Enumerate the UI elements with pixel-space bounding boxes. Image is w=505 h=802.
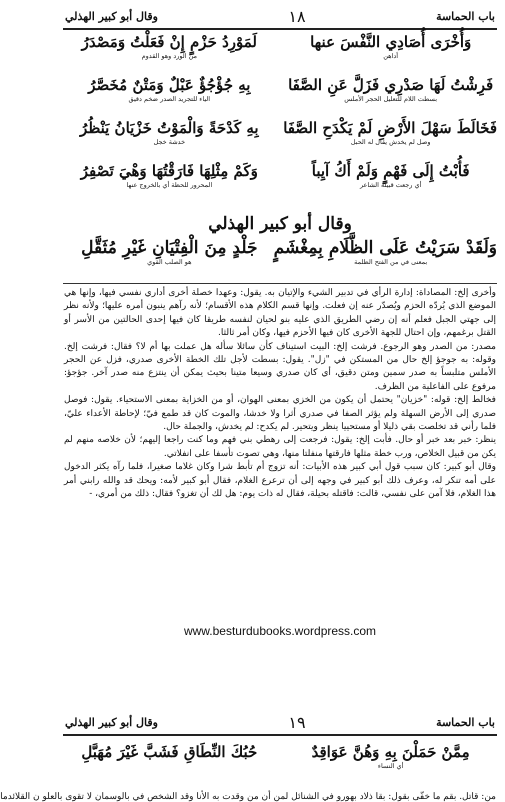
verse-gloss: الياء للتجريد الصدر ضخم دقيق (128, 95, 211, 103)
verse-right-hemistich (284, 742, 497, 771)
verse-gloss: من الورد وهو القدوم (141, 52, 198, 60)
verse-gloss: أي النساء (377, 762, 404, 770)
verse-left-hemistich (63, 161, 276, 190)
commentary-rule (63, 283, 497, 284)
verse-text: وَلَقَدْ سَرَيْتُ عَلَى الظَّلَامِ بِمِغْشَمٍ (273, 238, 497, 258)
commentary-line: من: قاتل. بقم ما خفّى بقول: بقا ذلاد بهورو في الشنائل لمن أن من وقدت به الأنا وقد الشخص في بالوسمان لا تقوى بالعلو ن القلائدما (0, 792, 496, 802)
verse-gloss: وصل لم يخدش يقال له الحبل (350, 138, 431, 146)
verse-left-hemistich (63, 742, 276, 771)
commentary-paragraph: فخالط إلخ: قوله: "خزيان" يحتمل أن يكون من الخزي بمعنى الهوان، أو من الخزاية بمعنى الاستحياء. يقول: فوصل صدري إلى الأرض السهلة ولم يؤثر الصفا في صدري أثرا ولا خدشا، والموت كان قد طمع فيّ؛ لإحاطة الأعداء عليّ، فلما رأني قد تخلصت بقي ذليلا أو مستحييا ينظر ويتحير. لم يكدح: لم يخدش، والجملة حال. (64, 395, 496, 433)
verse-text: فَرِشْتُ لَهَا صَدْرِي فَزَلَّ عَنِ الصَّفَا (288, 76, 494, 94)
verse-right-hemistich (284, 161, 497, 190)
page-number: ١٨ (288, 6, 306, 26)
header-chapter: باب الحماسة (436, 9, 495, 23)
commentary-paragraph: ينظر: خبر بعد خبر أو حال. فأبت إلخ: يقول: فرجعت إلى رهطي بني فهم وما كنت راجعا إليهم؛ لأن خلاصه منهم لم يكن من قبيل الخلاص، ورب خطة مثلها فارقتها منفلتا منها، وهي تصوت تأسفا على انفلاتي. (64, 435, 496, 459)
footer-url[interactable]: www.besturdubooks.wordpress.com (183, 624, 377, 638)
verse-text: بِهِ جُؤْجُؤٌ عَبْلٌ وَمَتْنٌ مُخَصَّرُ (88, 76, 251, 94)
page-header (65, 712, 495, 732)
page-19 (0, 700, 505, 802)
commentary-paragraph: مصدر: من الصدر وهو الرجوع. فرشت إلخ: البيت استيناف كأن سائلا سأله هل عملت بها أم لا؟ فقال: فرشت إلخ. وقوله: به جوجؤ إلخ حال من المستكن في "زل". يقول: بسطت لأجل تلك الخطة الأخرى صدري، فزل عن الحجر الأملس متلبساً به صدر سمين ومتن دقيق، أي كان صدري وسيعا متينا بحيث يمكن أن ينتزع منه صدر آخر. جؤجؤ: مرفوع على الفاعلية من الظرف. (64, 341, 496, 392)
verse-line (63, 161, 497, 204)
verse-text: وَكَمْ مِثْلِهَا فَارَقْتُهَا وَهْيَ تَصْفِرُ (80, 162, 258, 180)
verse-gloss: أداهن (383, 52, 399, 60)
verse-line (63, 118, 497, 161)
verse-text: لَمَوْرِدُ حَزْمٍ إِنْ فَعَلْتُ وَمَصْدَرُ (81, 33, 257, 51)
verse-right-hemistich (273, 238, 497, 267)
verse-gloss: بمعنى في من الفتح الظلمة (354, 258, 428, 266)
verse-text: فَأُبْتُ إِلَى فَهْمٍ وَلَمْ أَكُ آيِباً (311, 162, 470, 180)
verse-gloss: المحرور للحظة أي بالخروج عنها (126, 181, 213, 189)
verses-block (63, 32, 497, 204)
page-header (65, 6, 495, 26)
verse-text: فَخَالَطَ سَهْلَ الأَرْضِ لَمْ يَكْدَحِ الصَّفَا (283, 119, 497, 137)
verse-left-hemistich (63, 238, 276, 267)
header-poet: وقال أبو كبير الهذلي (65, 715, 158, 729)
verse-gloss: بسطت اللام للتعليل الحجر الأملس (344, 95, 438, 103)
verse-gloss: خدشة خجل (153, 138, 186, 146)
commentary-paragraph: وقال أبو كبير: كان سبب قول أبي كبير هذه الأبيات: أنه تزوج أم تأبط شرا وكان غلاما صغيرا، فلما رآه يكثر الدخول على أمه تنكر له، وعرف ذلك أبو كبير في وجهه إلى أن ترعرع الغلام، فقال أبو كبير لأمه: ويحك قد والله رابني أمر هذا الغلام، فلا آمن على نفسي، قالت: فاقتله بحيلة، فقال له ذات يوم: هل لك أن تغزو؟ فقال: ذلك من أمري، - (64, 462, 496, 500)
verse-text: وَأُخْرَى أُصَادِي النَّفْسَ عنها (310, 33, 472, 51)
verse-gloss: أي رجعت قبيلة الشاعر (359, 181, 422, 189)
commentary-paragraph: وأخرى إلخ: المصاداة: إدارة الرأي في تدبير الشيء والإتيان به. يقول: وعهدا خصلة أخرى أداري نفسي فيها، وإنها هي الموضع الذي يُردّه الحزم ويُصدّر عنه إن فعلت. وإنها قسم الكلام هذه الأقسام؛ لأنه رآهم ينبون أمره عليها؛ ولأنه نظر إلى جهتي الجبل فعلم أنه إن رضي الطريق الذي عليه بنو لحيان لنفسه طريقا كان فيها إحدى الحالتين من الأسر أو القتل برغمهم، وإن احتال للجهة الأخرى كان فيها الأحزم فيها، وكان أمر ثالثا. (64, 288, 496, 339)
poem-verse (63, 238, 497, 267)
verse-text: بِهِ كَدْحَةً وَالْمَوْتُ خَزْيَانُ يَنْظُرُ (80, 119, 259, 137)
page-number: ١٩ (288, 712, 306, 732)
poem-verse (63, 742, 497, 771)
verse-line (63, 75, 497, 118)
header-poet: وقال أبو كبير الهذلي (65, 9, 158, 23)
commentary (64, 287, 496, 502)
verse-left-hemistich (63, 118, 276, 147)
verse-right-hemistich (284, 75, 497, 104)
header-rule (63, 28, 497, 30)
verse-text: حُبُكَ النِّطَاقِ فَشَبَّ غَيْرَ مُهَبَّلِ (81, 743, 258, 761)
verse-text: مِمَّنْ حَمَلْنَ بِهِ وَهُنَّ عَوَاقِدٌ (311, 743, 470, 761)
section-title: وقال أبو كبير الهذلي (208, 214, 352, 234)
verse-line (63, 32, 497, 75)
verse-right-hemistich (284, 118, 497, 147)
verse-text: جَلْدٍ مِنَ الْفِتْيَانِ غَيْرِ مُثَقَّلِ (81, 238, 258, 258)
verse-gloss: هو الصلب القوي (147, 258, 192, 266)
verse-left-hemistich (63, 32, 276, 61)
header-chapter: باب الحماسة (436, 715, 495, 729)
verse-left-hemistich (63, 75, 276, 104)
header-rule (63, 734, 497, 736)
verse-right-hemistich (284, 32, 497, 61)
